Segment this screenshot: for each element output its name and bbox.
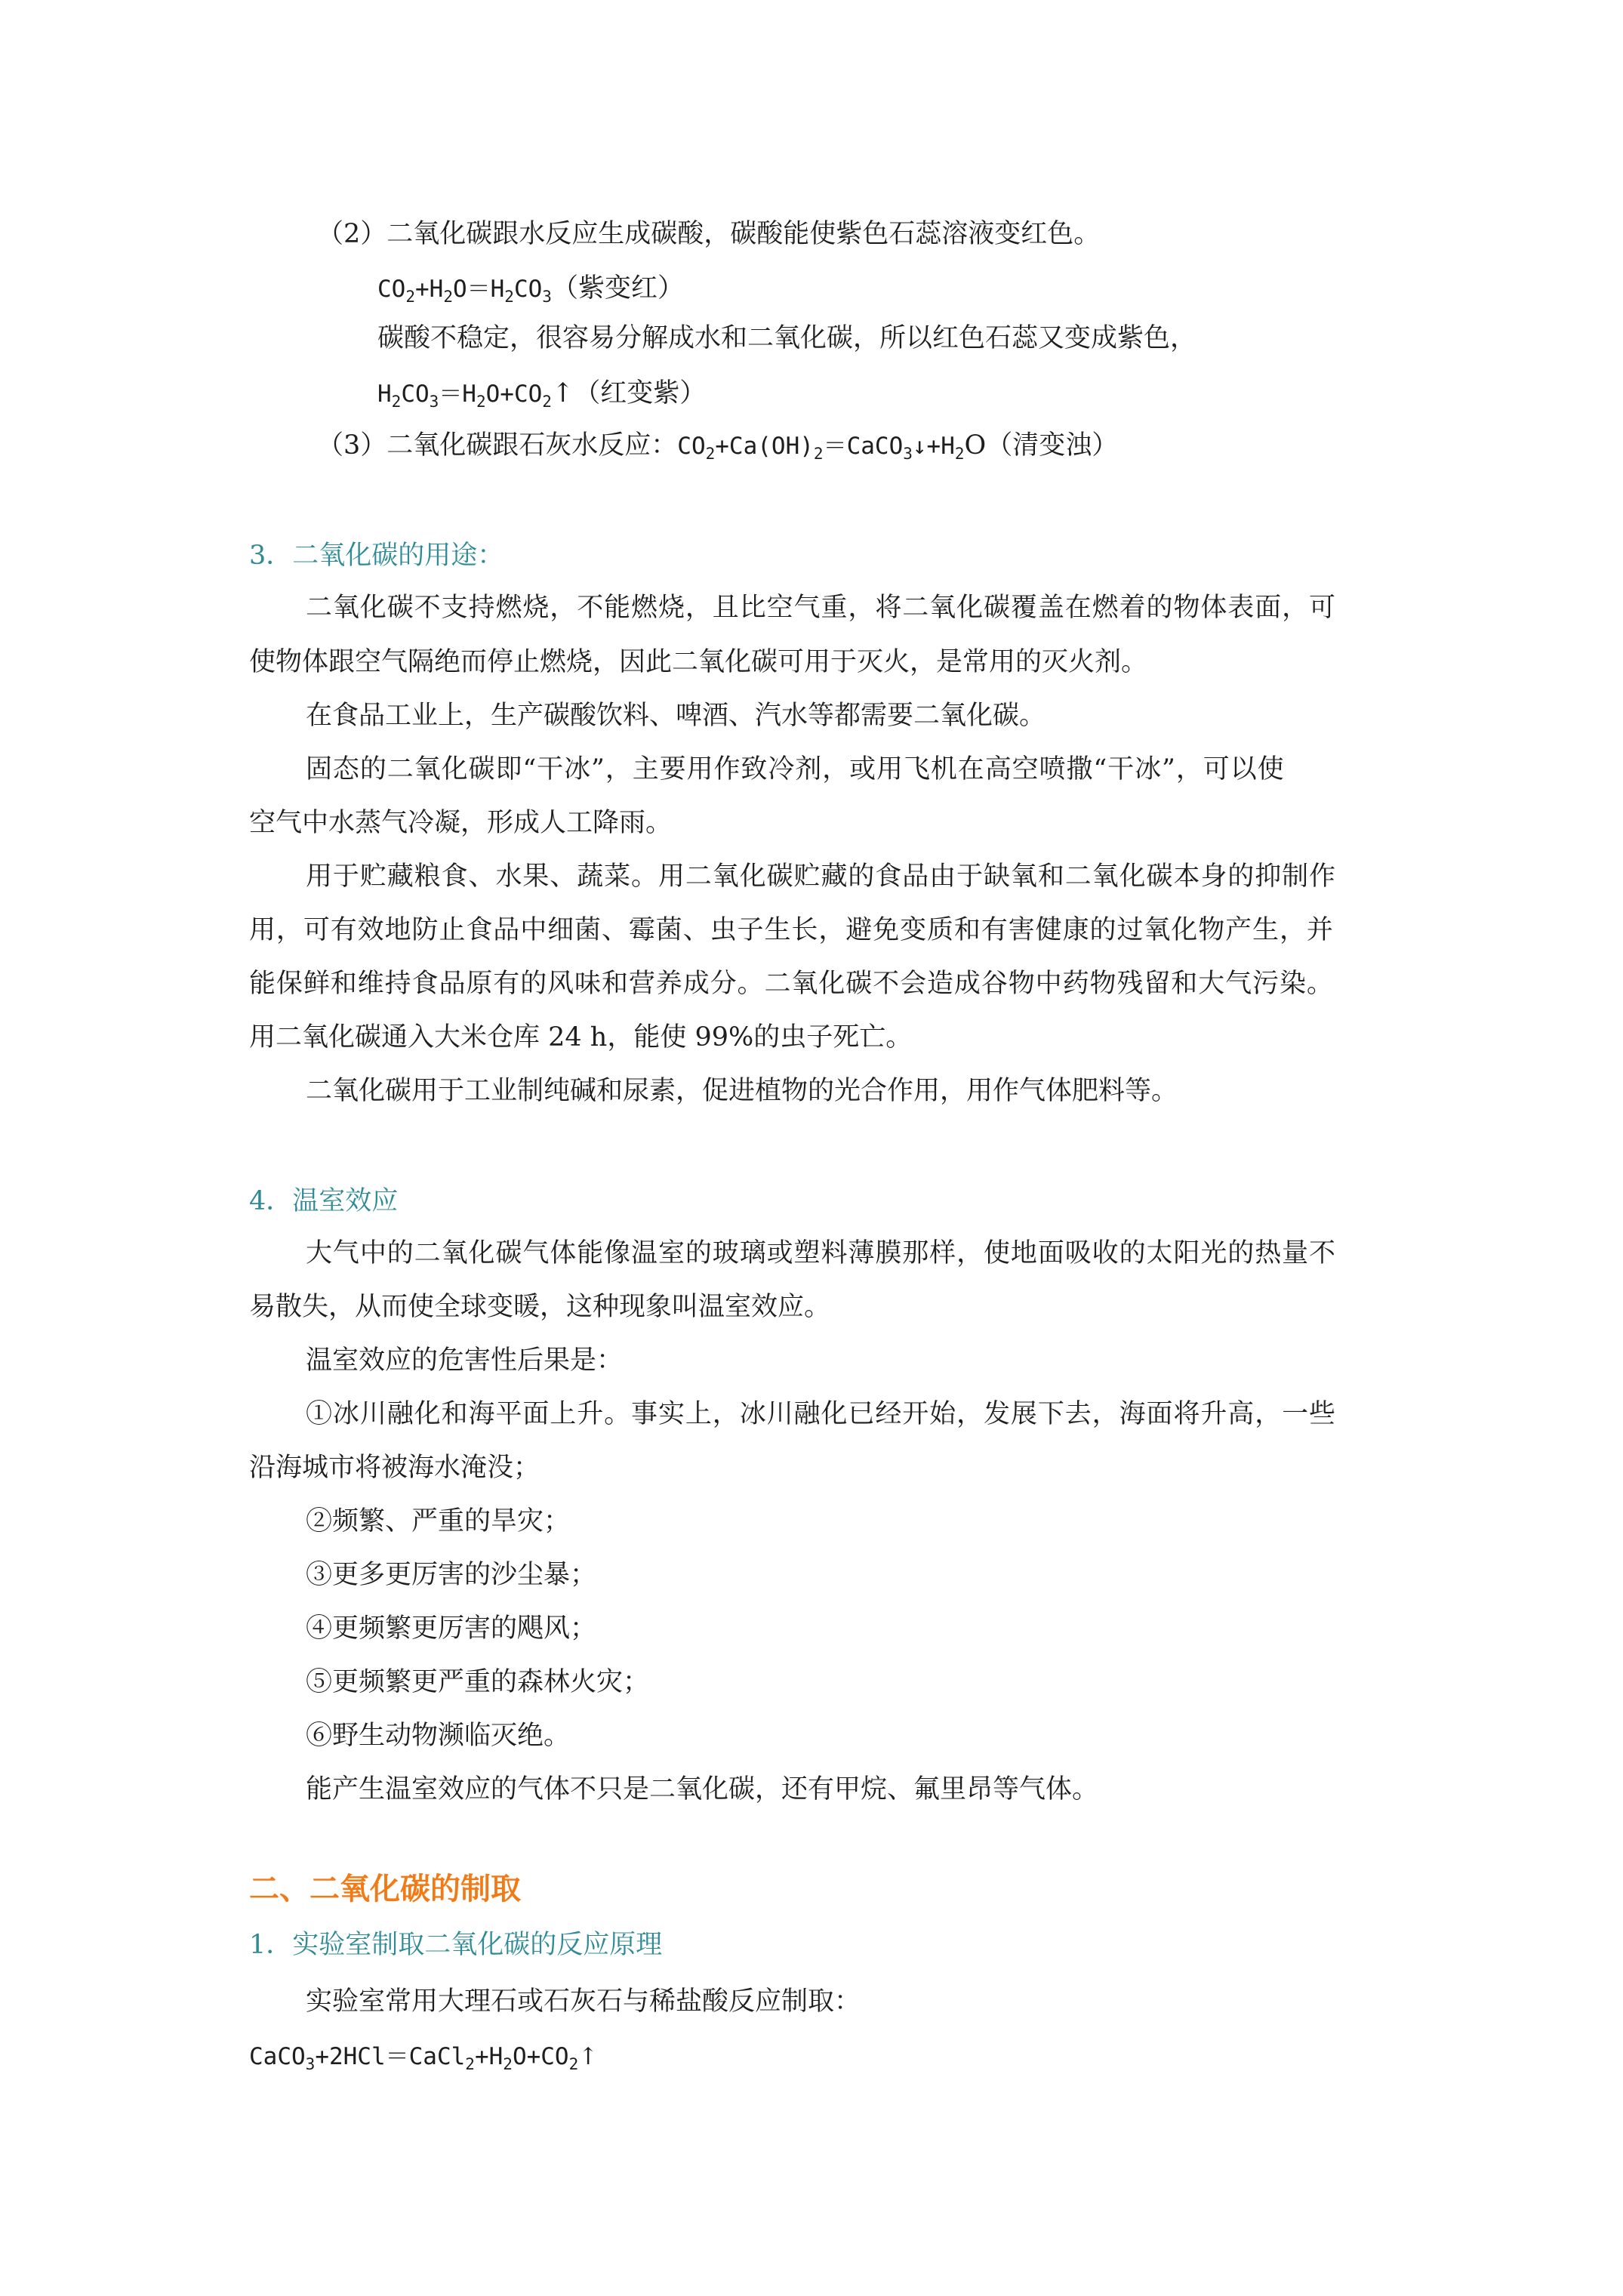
preparation-paragraph-1: 实验室常用大理石或石灰石与稀盐酸反应制取： [306,1986,861,2017]
greenhouse-item-2: ②频繁、严重的旱灾； [306,1506,571,1536]
uses-paragraph-1-line-1: 二氧化碳不支持燃烧，不能燃烧，且比空气重，将二氧化碳覆盖在燃着的物体表面，可 [306,593,1336,623]
greenhouse-paragraph-1-line-2: 易散失，从而使全球变暖，这种现象叫温室效应。 [249,1292,831,1322]
uses-paragraph-3-line-1: 固态的二氧化碳即“干冰”，主要用作致冷剂，或用飞机在高空喷撒“干冰”，可以使 [306,754,1285,784]
uses-paragraph-4-line-3: 能保鲜和维持食品原有的风味和营养成分。二氧化碳不会造成谷物中药物残留和大气污染。 [249,969,1334,999]
carbonic-acid-unstable: 碳酸不稳定，很容易分解成水和二氧化碳，所以红色石蕊又变成紫色， [377,323,1197,353]
chapter-title-preparation: 二、二氧化碳的制取 [249,1872,521,1906]
equation-caco3-hcl: $CaCO_3+2HCl=CaCl_2+H_2O+CO_2↑$ [249,2043,599,2074]
greenhouse-item-1-line-1: ①冰川融化和海平面上升。事实上，冰川融化已经开始，发展下去，海面将升高，一些 [306,1399,1336,1429]
uses-paragraph-3-line-2: 空气中水蒸气冷凝，形成人工降雨。 [249,808,673,838]
section-title-reaction-principle: 1．实验室制取二氧化碳的反应原理 [249,1930,663,1960]
uses-paragraph-1-line-2: 使物体跟空气隔绝而停止燃烧，因此二氧化碳可用于灭火，是常用的灭火剂。 [249,647,1148,677]
greenhouse-consequences-intro: 温室效应的危害性后果是： [306,1345,624,1376]
greenhouse-item-4: ④更频繁更厉害的飓风； [306,1613,597,1644]
uses-paragraph-4-line-2: 用，可有效地防止食品中细菌、霉菌、虫子生长，避免变质和有害健康的过氧化物产生，并 [249,915,1334,945]
property-item-2: （2）二氧化碳跟水反应生成碳酸，碳酸能使紫色石蕊溶液变红色。 [317,219,1101,249]
greenhouse-item-5: ⑤更频繁更严重的森林火灾； [306,1667,650,1697]
greenhouse-item-6: ⑥野生动物濒临灭绝。 [306,1721,571,1751]
equation-co2-water: $CO_2+H_2O=H_2CO_3$（紫变红） [377,273,684,307]
property-item-3: （3）二氧化碳跟石灰水反应：$CO_2+Ca(OH)_2=CaCO_3↓+H_2O$（清变浊） [317,430,1119,464]
greenhouse-paragraph-3: 能产生温室效应的气体不只是二氧化碳，还有甲烷、氟里昂等气体。 [306,1774,1099,1804]
uses-paragraph-2: 在食品工业上，生产碳酸饮料、啤酒、汽水等都需要二氧化碳。 [306,701,1046,731]
greenhouse-item-3: ③更多更厉害的沙尘暴； [306,1560,597,1590]
equation-carbonic-decompose: $H_2CO_3=H_2O+CO_2↑$（红变紫） [377,378,707,411]
section-title-uses: 3．二氧化碳的用途： [249,541,504,571]
uses-paragraph-5: 二氧化碳用于工业制纯碱和尿素，促进植物的光合作用，用作气体肥料等。 [306,1076,1178,1106]
uses-paragraph-4-line-1: 用于贮藏粮食、水果、蔬菜。用二氧化碳贮藏的食品由于缺氧和二氧化碳本身的抑制作 [306,861,1336,892]
section-title-greenhouse: 4．温室效应 [249,1186,399,1216]
greenhouse-paragraph-1-line-1: 大气中的二氧化碳气体能像温室的玻璃或塑料薄膜那样，使地面吸收的太阳光的热量不 [306,1238,1336,1268]
greenhouse-item-1-line-2: 沿海城市将被海水淹没； [249,1453,540,1483]
uses-paragraph-4-line-4: 用二氧化碳通入大米仓库 24 h，能使 99%的虫子死亡。 [249,1022,913,1052]
